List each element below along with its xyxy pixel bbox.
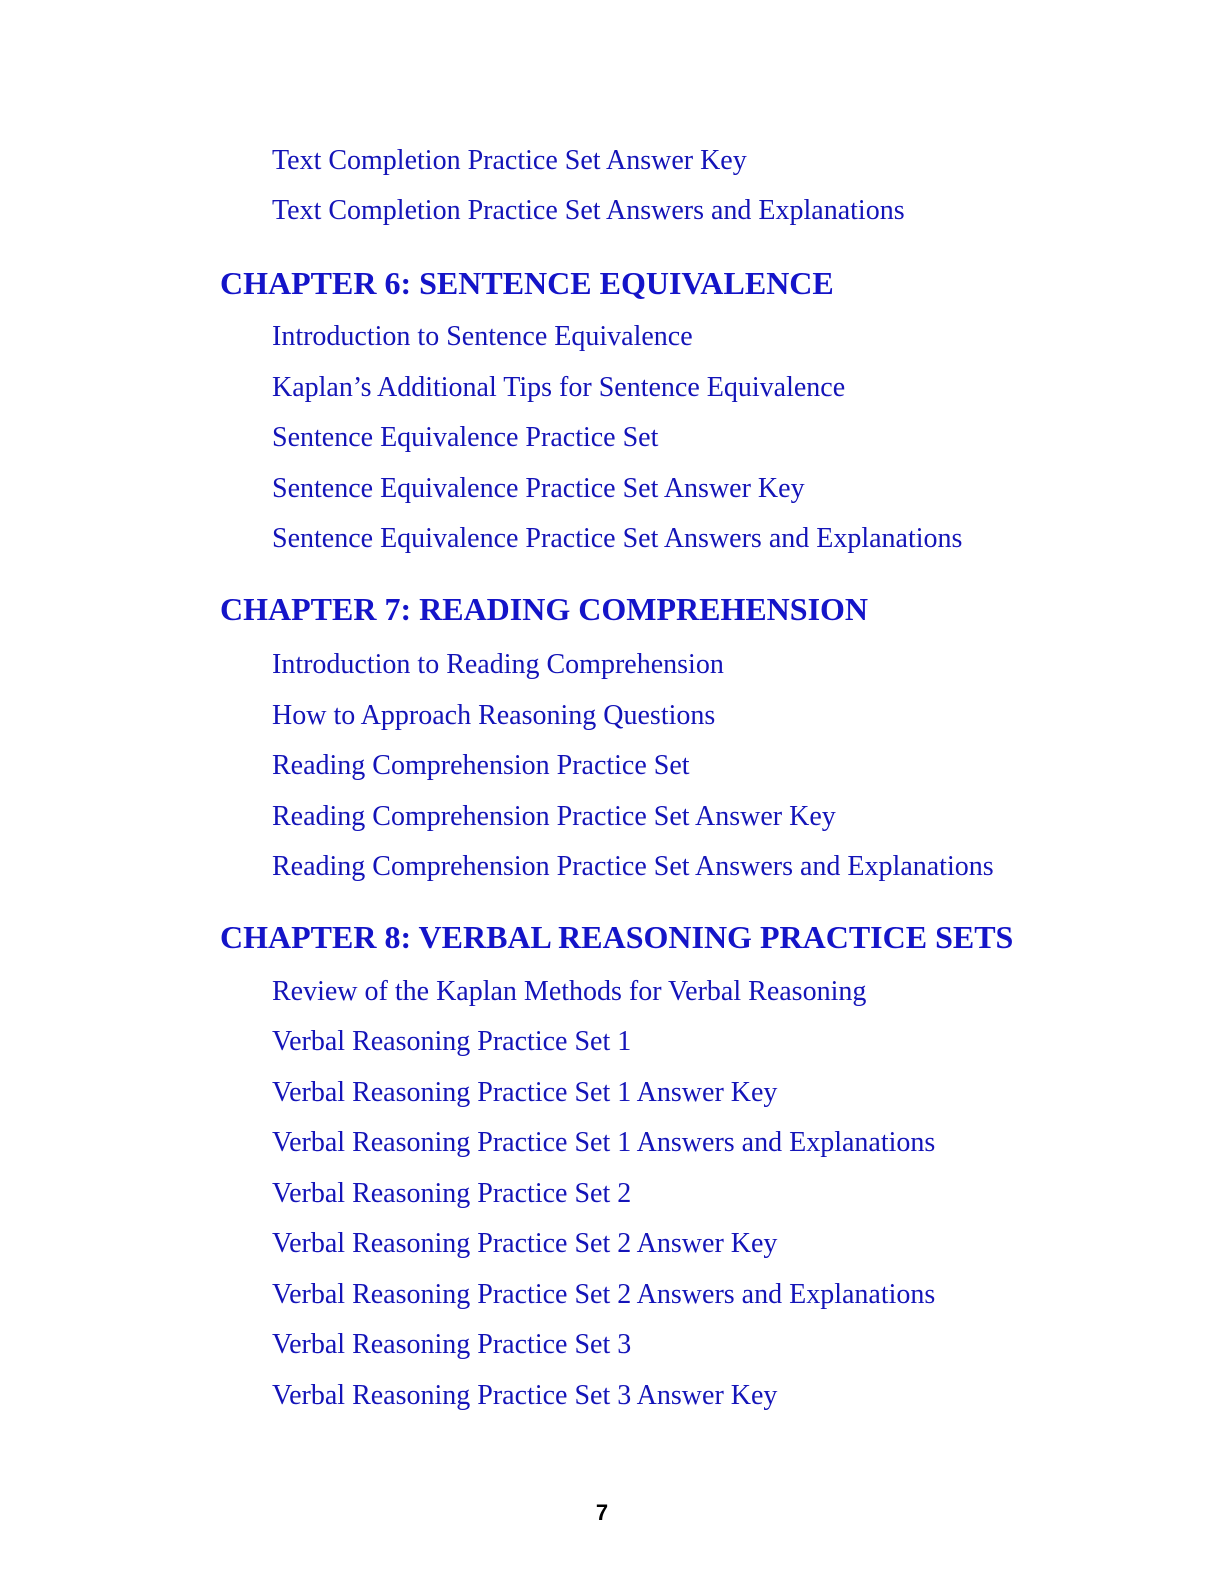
chapter-7-heading[interactable]: CHAPTER 7: READING COMPREHENSION <box>220 591 869 627</box>
toc-entry-verbal-practice-set-1[interactable]: Verbal Reasoning Practice Set 1 <box>272 1026 632 1057</box>
toc-entry-intro-sentence-equivalence[interactable]: Introduction to Sentence Equivalence <box>272 321 693 352</box>
toc-entry-text-completion-answers-explanations[interactable]: Text Completion Practice Set Answers and Explanations <box>272 195 905 226</box>
toc-entry-reading-comprehension-practice-set[interactable]: Reading Comprehension Practice Set <box>272 750 690 781</box>
toc-entry-verbal-practice-set-3[interactable]: Verbal Reasoning Practice Set 3 <box>272 1329 632 1360</box>
toc-entry-intro-reading-comprehension[interactable]: Introduction to Reading Comprehension <box>272 649 724 680</box>
toc-entry-verbal-practice-set-3-answer-key[interactable]: Verbal Reasoning Practice Set 3 Answer Key <box>272 1380 778 1411</box>
toc-entry-approach-reasoning-questions[interactable]: How to Approach Reasoning Questions <box>272 700 716 731</box>
toc-entry-text-completion-answer-key[interactable]: Text Completion Practice Set Answer Key <box>272 145 747 176</box>
toc-entry-sentence-equivalence-answer-key[interactable]: Sentence Equivalence Practice Set Answer Key <box>272 473 805 504</box>
toc-entry-verbal-practice-set-2[interactable]: Verbal Reasoning Practice Set 2 <box>272 1178 632 1209</box>
toc-entry-review-kaplan-methods[interactable]: Review of the Kaplan Methods for Verbal Reasoning <box>272 976 867 1007</box>
toc-entry-verbal-practice-set-2-answers-explanations[interactable]: Verbal Reasoning Practice Set 2 Answers and Explanations <box>272 1279 936 1310</box>
page-number: 7 <box>595 1500 609 1525</box>
chapter-8-heading[interactable]: CHAPTER 8: VERBAL REASONING PRACTICE SETS <box>220 919 1014 955</box>
toc-entry-verbal-practice-set-1-answer-key[interactable]: Verbal Reasoning Practice Set 1 Answer Key <box>272 1077 778 1108</box>
toc-entry-verbal-practice-set-1-answers-explanations[interactable]: Verbal Reasoning Practice Set 1 Answers and Explanations <box>272 1127 936 1158</box>
toc-entry-reading-comprehension-answers-explanations[interactable]: Reading Comprehension Practice Set Answers and Explanations <box>272 851 994 882</box>
toc-entry-sentence-equivalence-answers-explanations[interactable]: Sentence Equivalence Practice Set Answers and Explanations <box>272 523 963 554</box>
toc-entry-additional-tips-sentence-equivalence[interactable]: Kaplan’s Additional Tips for Sentence Equivalence <box>272 372 846 403</box>
chapter-6-heading[interactable]: CHAPTER 6: SENTENCE EQUIVALENCE <box>220 265 834 301</box>
toc-entry-sentence-equivalence-practice-set[interactable]: Sentence Equivalence Practice Set <box>272 422 659 453</box>
toc-entry-verbal-practice-set-2-answer-key[interactable]: Verbal Reasoning Practice Set 2 Answer Key <box>272 1228 778 1259</box>
toc-entry-reading-comprehension-answer-key[interactable]: Reading Comprehension Practice Set Answer Key <box>272 801 836 832</box>
